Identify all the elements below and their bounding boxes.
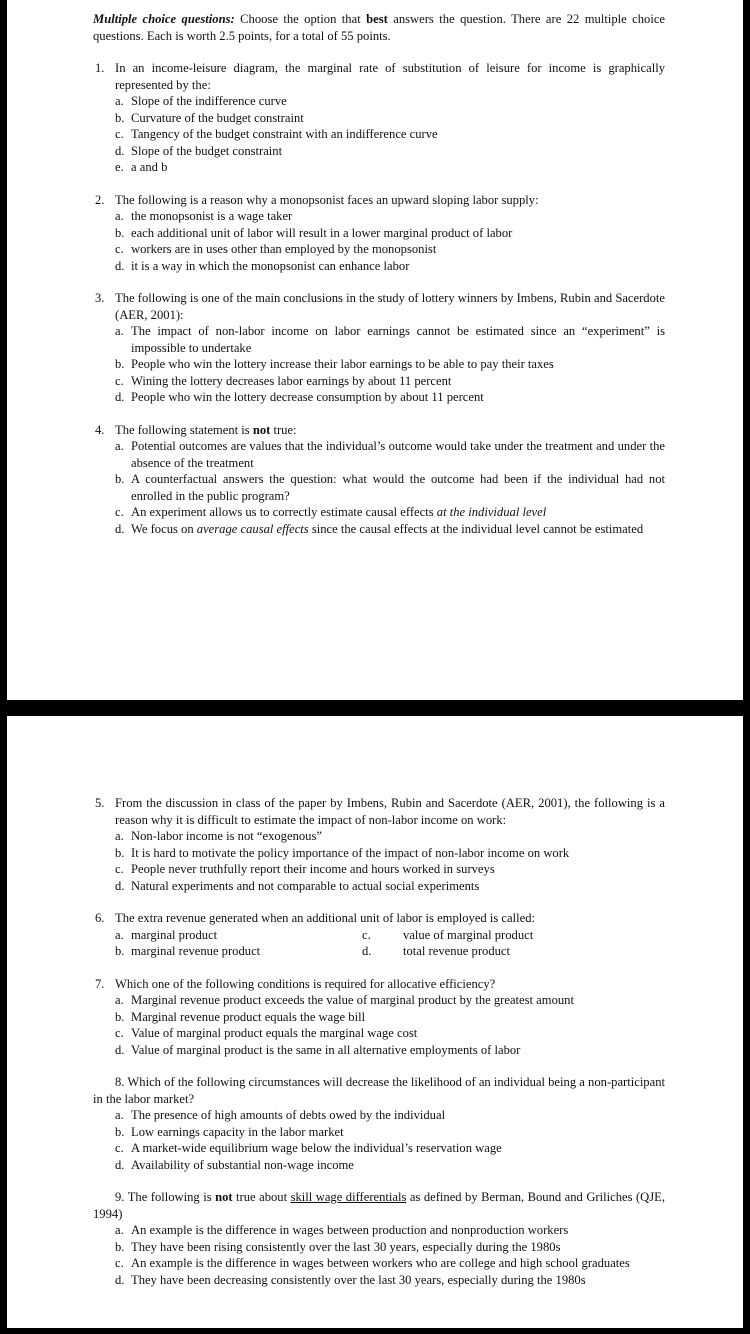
option-d-text: total revenue product <box>403 944 511 958</box>
option-text-b: since the causal effects at the individual level cannot be estimated <box>308 521 644 536</box>
question-number: 1. <box>95 61 105 75</box>
option-text: Tangency of the budget constraint with an indifference curve <box>131 127 438 141</box>
option-italic: average causal effects <box>196 521 309 536</box>
option-c <box>93 1025 665 1042</box>
option-label: b. <box>115 1009 125 1024</box>
question-text-b: true: <box>270 422 297 437</box>
question-4-stem <box>93 422 665 439</box>
option-text: The impact of non-labor income on labor earnings cannot be estimated since an “experiment” is impossible to undertake <box>131 324 665 355</box>
page-1-content <box>93 11 665 537</box>
option-text: Marginal revenue product equals the wage bill <box>131 1009 366 1024</box>
option-label: c. <box>115 1256 124 1270</box>
option-d <box>93 521 665 538</box>
option-label: a. <box>115 439 124 453</box>
instructions <box>93 11 665 44</box>
option-text: A counterfactual answers the question: what would the outcome had been if the individual had not enrolled in the public program? <box>131 472 665 503</box>
option-label: d. <box>115 258 125 273</box>
question-7 <box>93 976 665 1059</box>
question-6 <box>93 910 665 960</box>
option-text: Potential outcomes are values that the individual’s outcome would take under the treatment and under the absence of the treatment <box>131 439 665 470</box>
option-text: They have been decreasing consistently over the last 30 years, especially during the 1980s <box>131 1272 586 1287</box>
question-text-b: true about <box>232 1190 291 1204</box>
option-a <box>93 828 665 845</box>
option-d <box>93 143 665 160</box>
option-b <box>93 471 665 504</box>
question-9-stem <box>93 1189 665 1222</box>
option-text-a: We focus on <box>131 521 197 536</box>
option-a <box>93 1222 665 1239</box>
option-label: d. <box>115 521 125 536</box>
option-text: People who win the lottery decrease consumption by about 11 percent <box>131 390 484 404</box>
option-c <box>93 373 665 390</box>
question-number: 4. <box>95 422 105 437</box>
option-d <box>93 878 665 895</box>
option-label: b. <box>115 1124 125 1139</box>
option-label: a. <box>115 1223 124 1237</box>
option-text: each additional unit of labor will result in a lower marginal product of labor <box>131 225 513 240</box>
instructions-text-b: answers the question. There are 22 multiple choice questions. Each is worth 2.5 points, for a total of 55 points. <box>93 12 666 43</box>
option-label: a. <box>115 324 124 338</box>
question-number: 7. <box>95 976 105 991</box>
option-b <box>93 1124 665 1141</box>
option-label: d. <box>115 878 125 893</box>
question-7-stem <box>93 976 665 993</box>
question-3 <box>93 290 665 406</box>
option-label: d. <box>115 1272 125 1287</box>
question-number: 3. <box>95 291 105 305</box>
option-c <box>93 504 665 521</box>
option-b-text: marginal revenue product <box>131 944 261 958</box>
option-label: b. <box>115 225 125 240</box>
option-label: b. <box>115 110 125 125</box>
question-text: The following is a reason why a monopsonist faces an upward sloping labor supply: <box>115 192 539 207</box>
option-b <box>93 356 665 373</box>
option-italic: at the individual level <box>436 505 547 519</box>
question-5-stem <box>93 795 665 828</box>
option-label: c. <box>115 505 124 519</box>
option-label: d. <box>115 1042 125 1057</box>
option-text: Slope of the indifference curve <box>131 94 287 108</box>
option-label: d. <box>115 1157 125 1172</box>
question-number: 6. <box>95 911 105 925</box>
option-label: d. <box>115 143 125 158</box>
page-2-content <box>93 795 665 1288</box>
option-a <box>93 992 665 1009</box>
exam-page-2 <box>7 716 743 1328</box>
question-emphasis: not <box>252 422 271 437</box>
question-3-stem <box>93 290 665 323</box>
question-9 <box>93 1189 665 1288</box>
option-a <box>93 93 665 110</box>
option-a-label: a. <box>115 927 124 942</box>
option-label: c. <box>115 1141 124 1155</box>
option-text: Slope of the budget constraint <box>131 143 283 158</box>
option-text: An experiment allows us to correctly estimate causal effects <box>131 505 437 519</box>
question-text: Which of the following circumstances will decrease the likelihood of an individual being a non-participant in the labor market? <box>93 1075 665 1106</box>
question-text: From the discussion in class of the paper by Imbens, Rubin and Sacerdote (AER, 2001), the following is a reason why it is difficult to estimate the impact of non-labor income on work: <box>115 796 665 827</box>
option-text: An example is the difference in wages between production and nonproduction workers <box>131 1223 569 1237</box>
question-emphasis: not <box>215 1190 233 1204</box>
question-text: The extra revenue generated when an additional unit of labor is employed is called: <box>115 911 535 925</box>
option-c-label: c. <box>362 927 371 942</box>
exam-page-1 <box>7 0 743 700</box>
option-label: e. <box>115 160 124 174</box>
option-d <box>93 258 665 275</box>
question-number: 8. <box>115 1075 125 1089</box>
question-text: The following is one of the main conclusions in the study of lottery winners by Imbens, Rubin and Sacerdote (AER, 2001): <box>115 291 665 322</box>
option-text: Value of marginal product equals the marginal wage cost <box>131 1026 418 1040</box>
option-c <box>93 241 665 258</box>
option-label: a. <box>115 209 124 223</box>
option-text: Value of marginal product is the same in all alternative employments of labor <box>131 1042 521 1057</box>
option-a <box>93 323 665 356</box>
option-b <box>93 1009 665 1026</box>
option-label: a. <box>115 94 124 108</box>
question-number: 9. <box>115 1190 125 1204</box>
option-b <box>93 110 665 127</box>
question-2 <box>93 192 665 275</box>
option-label: b. <box>115 472 125 486</box>
question-8-stem <box>93 1074 665 1107</box>
question-4 <box>93 422 665 538</box>
question-text: Which one of the following conditions is required for allocative efficiency? <box>115 976 496 991</box>
option-text: Non-labor income is not “exogenous” <box>131 829 322 843</box>
option-a <box>93 1107 665 1124</box>
option-b <box>93 225 665 242</box>
option-text: People who win the lottery increase their labor earnings to be able to pay their taxes <box>131 357 554 371</box>
option-text: Wining the lottery decreases labor earnings by about 11 percent <box>131 373 452 388</box>
option-a <box>93 438 665 471</box>
option-label: c. <box>115 1026 124 1040</box>
option-b <box>93 1239 665 1256</box>
option-a-text: marginal product <box>131 927 218 942</box>
option-d-label: d. <box>362 944 372 958</box>
instructions-emphasis: best <box>366 12 388 26</box>
question-number: 5. <box>95 796 105 810</box>
option-label: b. <box>115 357 125 371</box>
option-text: workers are in uses other than employed by the monopsonist <box>131 242 437 256</box>
question-underlined: skill wage differentials <box>290 1190 407 1204</box>
option-text: They have been rising consistently over the last 30 years, especially during the 1980s <box>131 1239 561 1254</box>
option-text: Natural experiments and not comparable to actual social experiments <box>131 878 480 893</box>
option-c-text: value of marginal product <box>403 927 534 942</box>
option-text: Marginal revenue product exceeds the value of marginal product by the greatest amount <box>131 993 574 1007</box>
option-label: b. <box>115 845 125 860</box>
option-text: Availability of substantial non-wage income <box>131 1157 354 1172</box>
option-text: A market-wide equilibrium wage below the individual’s reservation wage <box>131 1141 502 1155</box>
option-label: c. <box>115 127 124 141</box>
question-number: 2. <box>95 192 105 207</box>
option-c <box>93 126 665 143</box>
question-text-a: The following statement is <box>115 422 253 437</box>
option-label: c. <box>115 862 124 876</box>
option-d <box>93 1042 665 1059</box>
question-text-a: The following is <box>127 1190 216 1204</box>
question-5 <box>93 795 665 894</box>
two-column-options <box>93 927 665 960</box>
option-label: a. <box>115 1108 124 1122</box>
question-8 <box>93 1074 665 1173</box>
option-label: a. <box>115 993 124 1007</box>
option-d <box>93 389 665 406</box>
option-label: c. <box>115 242 124 256</box>
option-text: The presence of high amounts of debts owed by the individual <box>131 1108 446 1122</box>
option-e <box>93 159 665 176</box>
option-label: c. <box>115 373 124 388</box>
option-b-label: b. <box>115 944 125 958</box>
option-a <box>93 208 665 225</box>
option-text: the monopsonist is a wage taker <box>131 209 293 223</box>
option-text: It is hard to motivate the policy importance of the impact of non-labor income on work <box>131 845 570 860</box>
instructions-heading: Multiple choice questions: <box>93 12 235 26</box>
option-d <box>93 1272 665 1289</box>
option-text: Low earnings capacity in the labor market <box>131 1124 344 1139</box>
option-c <box>93 1255 665 1272</box>
instructions-text-a: Choose the option that <box>234 12 367 26</box>
question-1-stem <box>93 60 665 93</box>
option-text: An example is the difference in wages between workers who are college and high school graduates <box>131 1256 630 1270</box>
option-text: a and b <box>131 160 168 174</box>
option-label: a. <box>115 829 124 843</box>
option-d <box>93 1157 665 1174</box>
option-label: d. <box>115 390 125 404</box>
option-b <box>93 845 665 862</box>
question-6-stem <box>93 910 665 927</box>
question-2-stem <box>93 192 665 209</box>
question-text: In an income-leisure diagram, the marginal rate of substitution of leisure for income is graphically represented by the: <box>115 61 665 92</box>
option-label: b. <box>115 1239 125 1254</box>
question-text-c: as defined by Berman, Bound and Griliches (QJE, 1994) <box>93 1190 665 1221</box>
question-1 <box>93 60 665 176</box>
option-c <box>93 861 665 878</box>
option-c <box>93 1140 665 1157</box>
option-text: it is a way in which the monopsonist can enhance labor <box>131 258 410 273</box>
option-text: Curvature of the budget constraint <box>131 110 304 125</box>
option-text: People never truthfully report their income and hours worked in surveys <box>131 862 495 876</box>
